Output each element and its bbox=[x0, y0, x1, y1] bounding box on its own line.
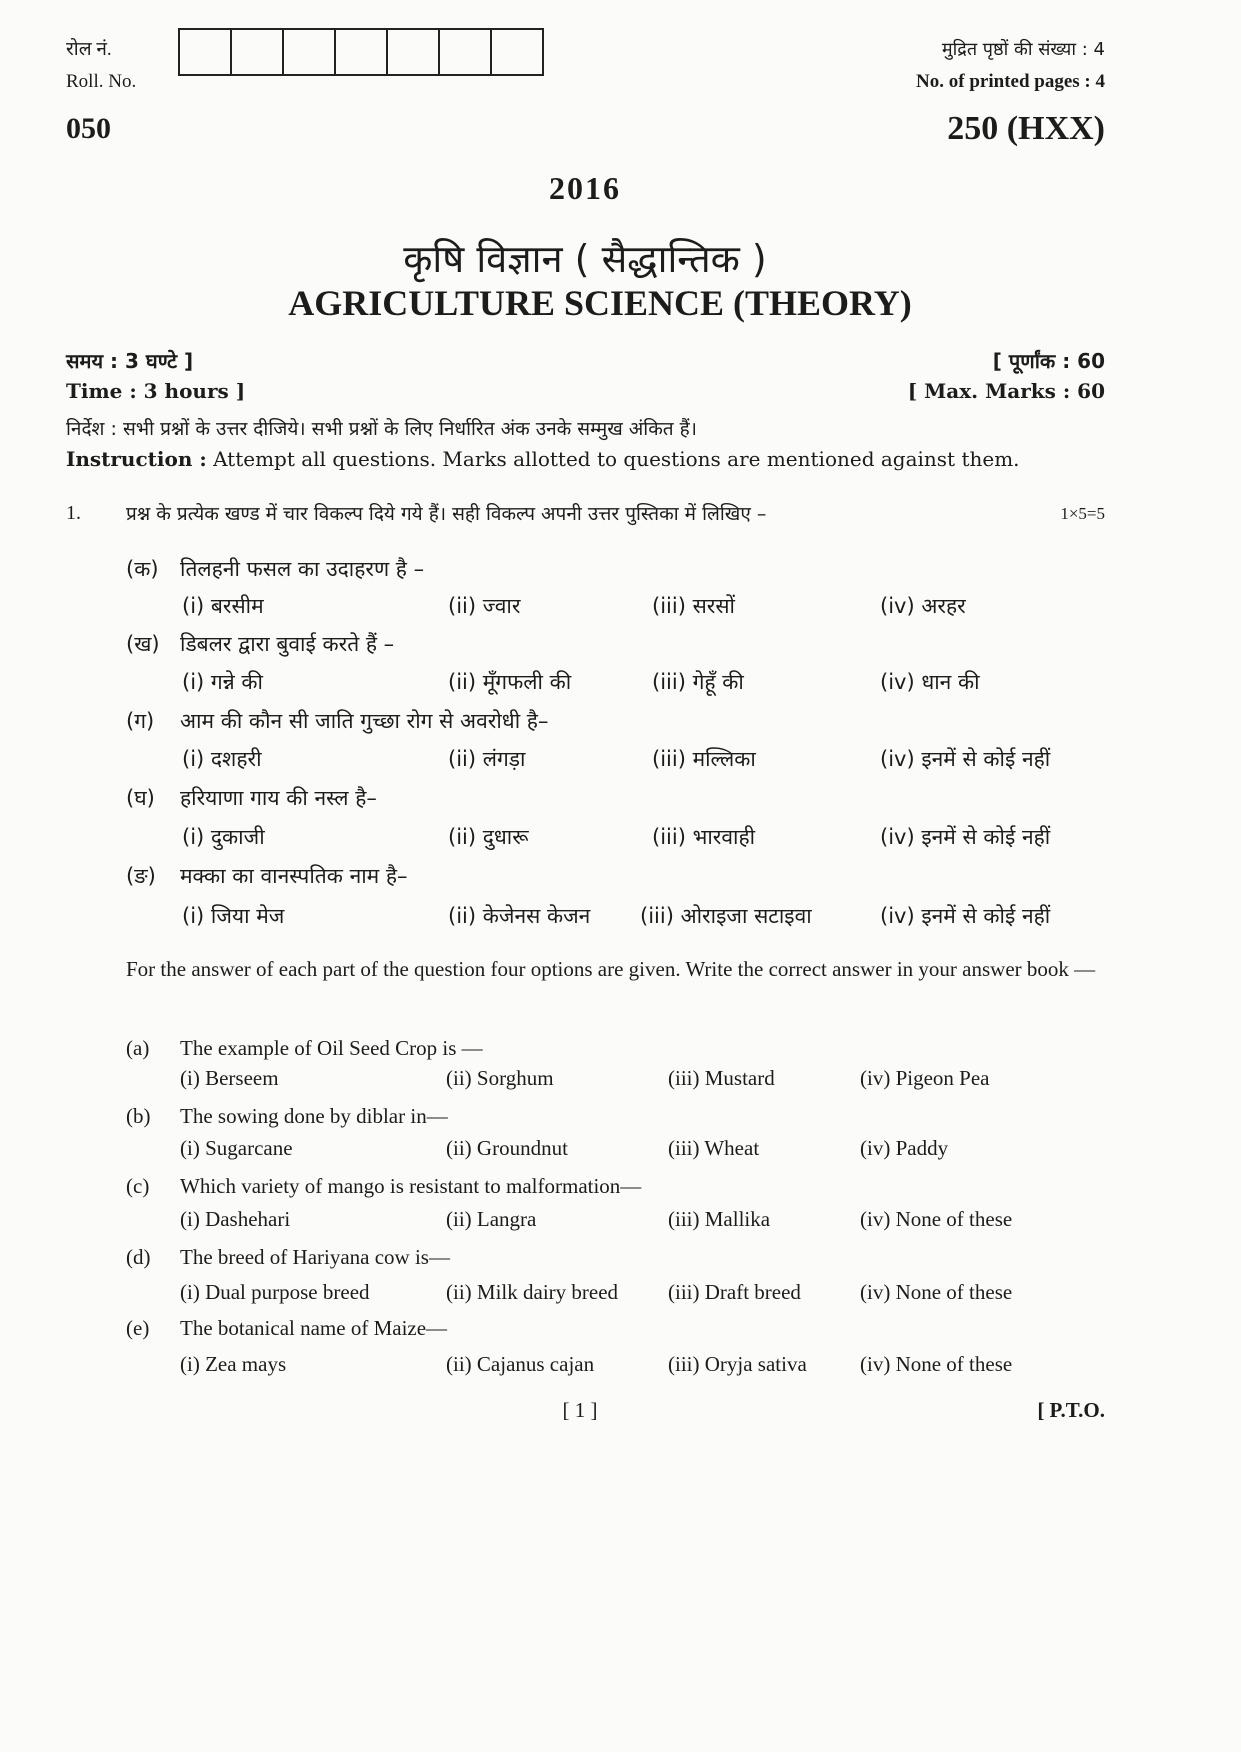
part-stem: हरियाणा गाय की नस्ल है– bbox=[180, 786, 377, 810]
option: (iv) None of these bbox=[860, 1207, 1013, 1231]
roll-label-english: Roll. No. bbox=[66, 71, 137, 92]
instruction-label: Instruction : bbox=[66, 447, 207, 471]
option: (iv) अरहर bbox=[880, 594, 966, 618]
option: (i) Berseem bbox=[180, 1066, 279, 1090]
part-stem: The botanical name of Maize— bbox=[180, 1316, 448, 1340]
time-allowed bbox=[66, 346, 245, 406]
option: (i) दशहरी bbox=[182, 747, 262, 771]
option: (iv) None of these bbox=[860, 1352, 1013, 1376]
roll-box bbox=[490, 28, 544, 74]
part-label: (क) bbox=[126, 557, 159, 581]
question-number: 1. bbox=[66, 502, 81, 524]
option: (iv) None of these bbox=[860, 1280, 1013, 1304]
printed-pages bbox=[916, 34, 1105, 98]
part-label: (ङ) bbox=[126, 864, 156, 888]
option: (i) गन्ने की bbox=[182, 670, 263, 694]
option: (iv) इनमें से कोई नहीं bbox=[880, 825, 1051, 849]
part-label: (ख) bbox=[126, 632, 160, 656]
instruction-hindi: निर्देश : सभी प्रश्नों के उत्तर दीजिये। सभी प्रश्नों के लिए निर्धारित अंक उनके सम्मुख अंकित हैं। bbox=[66, 418, 697, 440]
part-stem: तिलहनी फसल का उदाहरण है – bbox=[180, 557, 425, 581]
instructions bbox=[66, 414, 1020, 474]
roll-box bbox=[438, 28, 490, 74]
part-label: (e) bbox=[126, 1316, 150, 1340]
part-stem: The sowing done by diblar in— bbox=[180, 1104, 448, 1128]
part-label: (b) bbox=[126, 1104, 151, 1128]
paper-code-left: 050 bbox=[66, 112, 111, 145]
option: (iv) इनमें से कोई नहीं bbox=[880, 747, 1051, 771]
option: (iv) धान की bbox=[880, 670, 980, 694]
option: (iv) Paddy bbox=[860, 1136, 949, 1160]
part-label: (a) bbox=[126, 1036, 150, 1060]
roll-box bbox=[334, 28, 386, 74]
option: (iii) गेहूँ की bbox=[652, 670, 744, 694]
option: (i) Zea mays bbox=[180, 1352, 287, 1376]
option: (i) Sugarcane bbox=[180, 1136, 293, 1160]
roll-box bbox=[386, 28, 438, 74]
option: (ii) दुधारू bbox=[448, 825, 529, 849]
option: (iii) मल्लिका bbox=[652, 747, 756, 771]
option: (ii) केजेनस केजन bbox=[448, 904, 591, 928]
roll-box bbox=[230, 28, 282, 74]
part-label: (d) bbox=[126, 1245, 151, 1269]
part-stem: The breed of Hariyana cow is— bbox=[180, 1245, 450, 1269]
max-marks bbox=[908, 346, 1105, 406]
marks-english: [ Max. Marks : 60 bbox=[907, 379, 1105, 403]
option: (ii) लंगड़ा bbox=[448, 747, 526, 771]
roll-label-hindi: रोल नं. bbox=[66, 39, 112, 60]
question-text-english: For the answer of each part of the question four options are given. Write the correct answer in your answer book — bbox=[126, 957, 1096, 981]
option: (iii) Wheat bbox=[668, 1136, 760, 1160]
marks-hindi: [ पूर्णांक : 60 bbox=[992, 349, 1105, 373]
part-label: (घ) bbox=[126, 786, 155, 810]
option: (iii) Mallika bbox=[668, 1207, 771, 1231]
roll-number-label bbox=[66, 34, 136, 98]
option: (iii) Mustard bbox=[668, 1066, 775, 1090]
option: (iii) Oryja sativa bbox=[668, 1352, 807, 1376]
option: (i) दुकाजी bbox=[182, 825, 265, 849]
paper-code-right: 250 (HXX) bbox=[947, 110, 1105, 147]
part-stem: The example of Oil Seed Crop is — bbox=[180, 1036, 483, 1060]
roll-box bbox=[178, 28, 230, 74]
option: (iii) ओराइजा सटाइवा bbox=[640, 904, 812, 928]
option: (iii) Draft breed bbox=[668, 1280, 801, 1304]
time-hindi: समय : 3 घण्टे ] bbox=[66, 349, 194, 373]
page-number: [ 1 ] bbox=[562, 1398, 598, 1422]
part-label: (ग) bbox=[126, 709, 155, 733]
option: (i) बरसीम bbox=[182, 594, 264, 618]
option: (ii) मूँगफली की bbox=[448, 670, 572, 694]
question-marks: 1×5=5 bbox=[1060, 504, 1105, 523]
option: (iv) इनमें से कोई नहीं bbox=[880, 904, 1051, 928]
option: (i) Dual purpose breed bbox=[180, 1280, 370, 1304]
option: (iii) भारवाही bbox=[652, 825, 756, 849]
roll-number-boxes bbox=[178, 28, 544, 76]
please-turn-over: [ P.T.O. bbox=[1037, 1398, 1105, 1422]
part-label: (c) bbox=[126, 1174, 150, 1198]
instruction-text: Attempt all questions. Marks allotted to questions are mentioned against them. bbox=[206, 447, 1020, 471]
roll-box bbox=[282, 28, 334, 74]
time-english: Time : 3 hours ] bbox=[66, 379, 246, 403]
option: (ii) Sorghum bbox=[446, 1066, 554, 1090]
part-stem: Which variety of mango is resistant to malformation— bbox=[180, 1174, 642, 1198]
part-stem: डिबलर द्वारा बुवाई करते हैं – bbox=[180, 632, 395, 656]
part-stem: आम की कौन सी जाति गुच्छा रोग से अवरोधी है– bbox=[180, 709, 549, 733]
title-english: AGRICULTURE SCIENCE (THEORY) bbox=[288, 283, 912, 323]
option: (ii) ज्वार bbox=[448, 594, 521, 618]
exam-year: 2016 bbox=[549, 170, 621, 206]
option: (iv) Pigeon Pea bbox=[860, 1066, 990, 1090]
question-text-hindi: प्रश्न के प्रत्येक खण्ड में चार विकल्प दिये गये हैं। सही विकल्प अपनी उत्तर पुस्तिका में लिखिए – bbox=[126, 503, 767, 525]
option: (i) जिया मेज bbox=[182, 904, 285, 928]
instruction-english bbox=[66, 444, 1020, 474]
part-stem: मक्का का वानस्पतिक नाम है– bbox=[180, 864, 408, 888]
option: (ii) Groundnut bbox=[446, 1136, 568, 1160]
option: (iii) सरसों bbox=[652, 594, 735, 618]
printed-pages-english: No. of printed pages : 4 bbox=[916, 71, 1105, 92]
option: (i) Dashehari bbox=[180, 1207, 291, 1231]
title-hindi: कृषि विज्ञान ( सैद्धान्तिक ) bbox=[403, 237, 767, 281]
option: (ii) Langra bbox=[446, 1207, 537, 1231]
printed-pages-hindi: मुद्रित पृष्ठों की संख्या : 4 bbox=[941, 39, 1105, 60]
option: (ii) Milk dairy breed bbox=[446, 1280, 619, 1304]
option: (ii) Cajanus cajan bbox=[446, 1352, 595, 1376]
